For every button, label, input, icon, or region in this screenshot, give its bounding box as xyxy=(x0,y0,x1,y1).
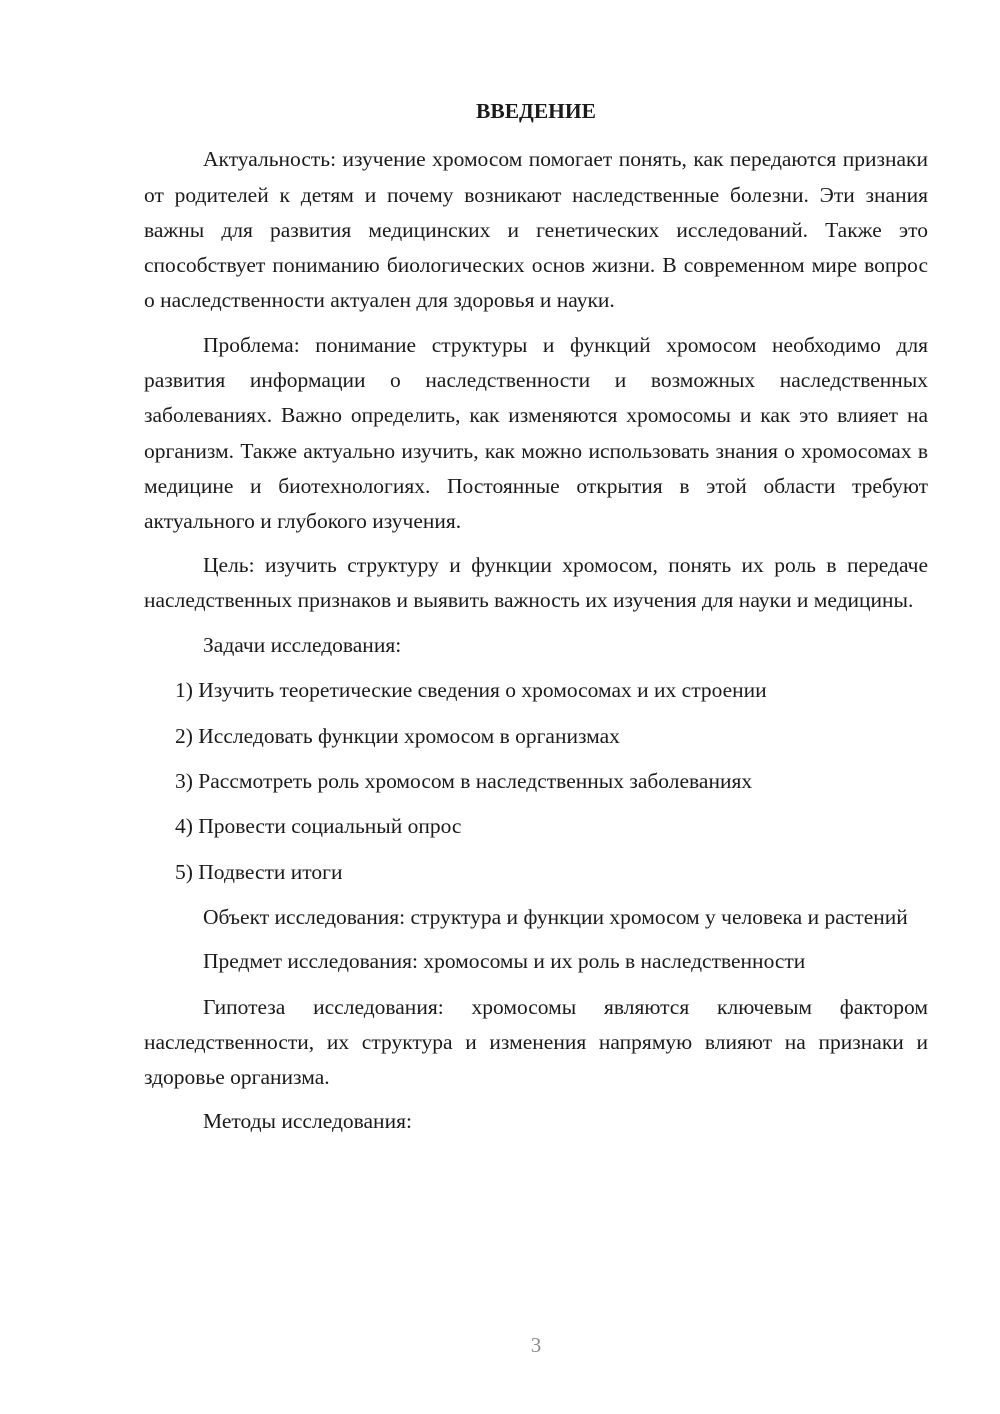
task-item: 5) Подвести итоги xyxy=(175,859,343,884)
methods-heading: Методы исследования: xyxy=(203,1109,412,1134)
section-heading: ВВЕДЕНИЕ xyxy=(476,99,596,123)
tasks-list xyxy=(144,673,928,889)
goal-paragraph: Цель: изучить структуру и функции хромосом, понять их роль в передаче наследственных признаков и выявить важность их изучения для науки и медицины. xyxy=(144,552,928,612)
hypothesis-paragraph: Гипотеза исследования: хромосомы являются ключевым фактором наследственности, их структура и изменения напрямую влияют на признаки и здоровье организма. xyxy=(144,994,928,1090)
task-item: 4) Провести социальный опрос xyxy=(175,814,462,839)
task-item: 1) Изучить теоретические сведения о хромосомах и их строении xyxy=(175,678,767,703)
task-item: 2) Исследовать функции хромосом в организмах xyxy=(175,723,620,748)
relevance-paragraph: Актуальность: изучение хромосом помогает понять, как передаются признаки от родителей к детям и почему возникают наследственные болезни. Эти знания важны для развития медицинских и генетических исследований. Также это способствует пониманию биологических основ жизни. В современном мире вопрос о наследственности актуален для здоровья и науки. xyxy=(144,147,928,313)
problem-paragraph: Проблема: понимание структуры и функций хромосом необходимо для развития информации о наследственности и возможных наследственных заболеваниях. Важно определить, как изменяются хромосомы и как это влияет на организм. Также актуально изучить, как можно использовать знания о хромосомах в медицине и биотехнологиях. Постоянные открытия в этой области требуют актуального и глубокого изучения. xyxy=(144,332,928,534)
tasks-heading: Задачи исследования: xyxy=(203,633,402,658)
subject-paragraph: Предмет исследования: хромосомы и их роль в наследственности xyxy=(203,949,806,974)
task-item: 3) Рассмотреть роль хромосом в наследственных заболеваниях xyxy=(175,769,753,794)
page-number: 3 xyxy=(530,1333,542,1357)
page-content xyxy=(144,94,928,1150)
object-paragraph: Объект исследования: структура и функции хромосом у человека и растений xyxy=(203,904,908,929)
